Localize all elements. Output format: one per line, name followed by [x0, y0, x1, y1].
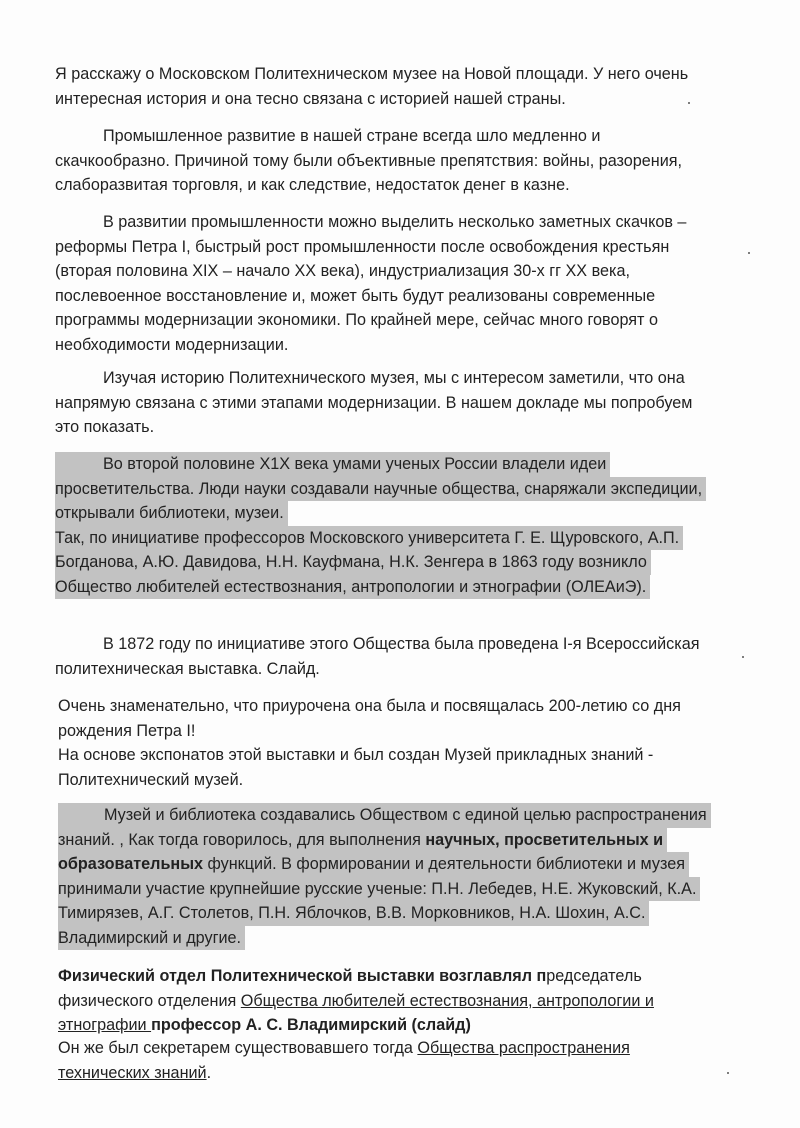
text-line: В развитии промышленности можно выделить несколько заметных скачков –	[103, 213, 687, 231]
text-line: В 1872 году по инициативе этого Общества была проведена I-я Всероссийская	[103, 635, 700, 653]
scan-speck	[742, 656, 744, 658]
text-line: реформы Петра I, быстрый рост промышленности после освобождения крестьян	[55, 237, 670, 256]
text-line: скачкообразно. Причиной тому были объективные препятствия: войны, разорения,	[55, 151, 683, 170]
paragraph-secretary	[58, 1036, 630, 1085]
text-line	[58, 989, 654, 1014]
highlighted-text: Во второй половине Х1Х века умами ученых России владели идеи	[55, 452, 610, 477]
bold-text: научных, просветительных и	[425, 830, 664, 849]
bold-text: образовательных	[58, 855, 204, 873]
text-line: На основе экспонатов этой выставки и был создан Музей прикладных знаний -	[58, 746, 654, 764]
scan-speck	[727, 1072, 729, 1074]
paragraph-museum-library	[58, 803, 711, 950]
text-line	[58, 852, 711, 877]
text-line: программы модернизации экономики. По крайней мере, сейчас много говорят о	[55, 311, 658, 329]
text-line: Очень знаменательно, что приурочена она была и посвящалась 200-летию со дня	[58, 697, 681, 715]
paragraph-physics-department	[58, 964, 654, 1038]
text-line	[55, 501, 706, 526]
text-line	[58, 901, 711, 926]
text-line	[55, 477, 706, 502]
bold-text: профессор А. С. Владимирский (слайд)	[151, 1016, 471, 1034]
text-line	[55, 526, 706, 551]
text-line	[58, 803, 711, 828]
text-line: слаборазвитая торговля, и как следствие, недостаток денег в казне.	[55, 176, 570, 194]
paragraph-exhibition-1872	[55, 632, 699, 681]
text-line	[55, 550, 706, 575]
highlighted-text: принимали участие крупнейшие русские ученые: П.Н. Лебедев, Н.Е. Жуковский, К.А.	[58, 877, 700, 902]
underlined-text: Общества любителей естествознания, антропологии и	[240, 991, 654, 1010]
highlighted-text: знаний. , Как тогда говорилось, для выполнения	[58, 830, 426, 849]
bold-text: Физический отдел Политехнической выставки возглавлял п	[58, 967, 547, 985]
text-line: Изучая историю Политехнического музея, мы с интересом заметили, что она	[103, 369, 685, 387]
text-line	[58, 1036, 630, 1061]
paragraph-museum-history	[55, 366, 692, 440]
highlighted-text: Общество любителей естествознания, антропологии и этнографии (ОЛЕАиЭ).	[55, 575, 650, 600]
highlighted-text: Богданова, А.Ю. Давидова, Н.Н. Кауфмана, Н.К. Зенгера в 1863 году возникло	[55, 550, 651, 575]
scan-speck	[748, 252, 750, 254]
plain-text: Он же был секретарем существовавшего тогда	[58, 1039, 418, 1057]
scan-speck	[688, 102, 690, 104]
text-line	[58, 926, 711, 951]
paragraph-industrial-development	[55, 124, 682, 198]
text-line	[55, 575, 706, 600]
highlighted-text: открывали библиотеки, музеи.	[55, 501, 288, 526]
text-line	[58, 828, 711, 853]
highlighted-text: Владимирский и другие.	[58, 926, 245, 951]
text-line	[58, 1061, 630, 1086]
underlined-text: технических знаний	[58, 1063, 207, 1082]
text-line: напрямую связана с этими этапами модернизации. В нашем докладе мы попробуем	[55, 393, 693, 412]
highlighted-text: просветительства. Люди науки создавали научные общества, снаряжали экспедиции,	[55, 477, 706, 502]
highlighted-text: Так, по инициативе профессоров Московского университета Г. Е. Щуровского, А.П.	[55, 526, 683, 551]
text-line	[58, 1013, 654, 1038]
underlined-text: этнографии	[58, 1016, 152, 1034]
paragraph-peter-anniversary	[58, 694, 681, 792]
text-line: необходимости модернизации.	[55, 335, 289, 354]
text-line	[58, 964, 654, 989]
text-line: это показать.	[55, 418, 155, 436]
plain-text: редседатель	[546, 967, 642, 985]
text-line: Я расскажу о Московском Политехническом музее на Новой площади. У него очень	[55, 65, 689, 83]
text-line: Промышленное развитие в нашей стране всегда шло медленно и	[103, 127, 601, 145]
text-line: интересная история и она тесно связана с историей нашей страны.	[55, 89, 566, 108]
text-line: рождения Петра I!	[58, 721, 196, 740]
text-line: политехническая выставка. Слайд.	[55, 659, 320, 678]
text-line: послевоенное восстановление и, может быть будут реализованы современные	[55, 286, 656, 305]
plain-text: физического отделения	[58, 991, 241, 1010]
text-line	[58, 877, 711, 902]
text-line: (вторая половина XIX – начало XX века), индустриализация 30-х гг XX века,	[55, 262, 630, 280]
plain-text: .	[206, 1063, 212, 1082]
text-line	[55, 452, 706, 477]
text-line: Политехнический музей.	[58, 770, 244, 789]
paragraph-olea-society	[55, 452, 706, 599]
paragraph-modernization-leaps	[55, 210, 686, 357]
highlighted-text: функций. В формировании и деятельности библиотеки и музея	[203, 855, 685, 873]
highlighted-text: Музей и библиотека создавались Обществом с единой целью распространения	[58, 803, 711, 828]
underlined-text: Общества распространения	[417, 1039, 630, 1057]
paragraph-intro	[55, 62, 688, 111]
highlighted-text: Тимирязев, А.Г. Столетов, П.Н. Яблочков, В.В. Морковников, Н.А. Шохин, А.С.	[58, 901, 649, 926]
